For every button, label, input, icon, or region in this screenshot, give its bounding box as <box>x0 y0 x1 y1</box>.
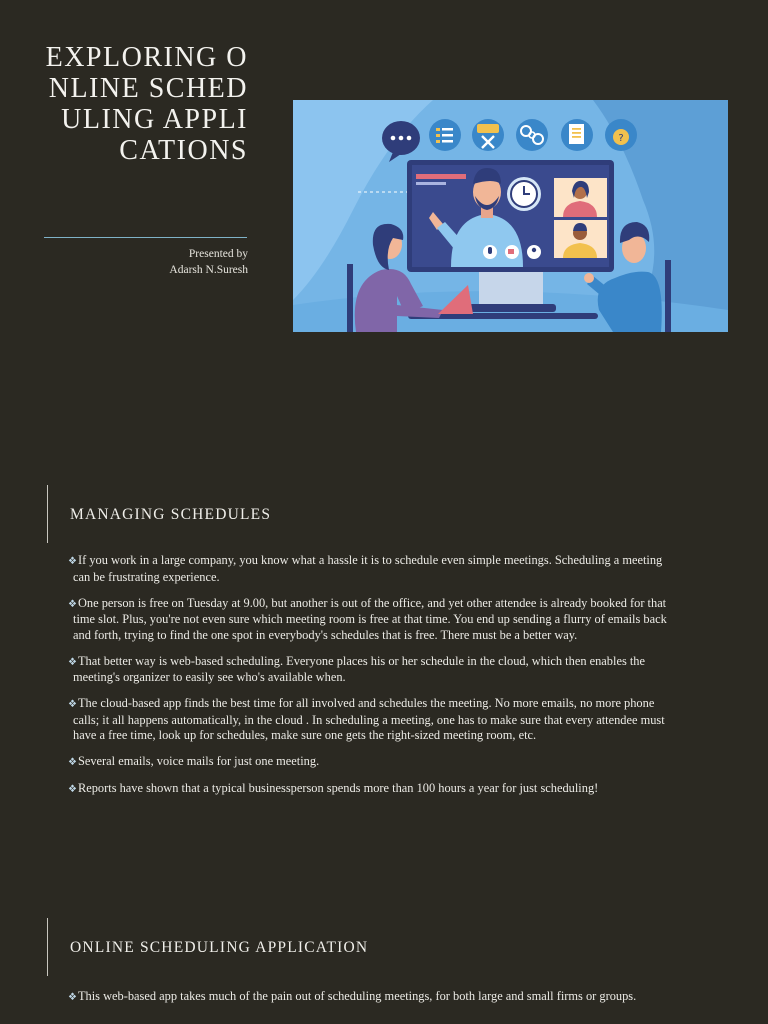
section-accent-bar <box>47 918 48 976</box>
checklist-icon <box>429 119 461 151</box>
clock-icon <box>507 177 541 211</box>
bullet-diamond-icon: ❖ <box>68 656 77 668</box>
bullet-list <box>68 553 673 808</box>
link-chain-icon <box>516 119 548 151</box>
video-meeting-illustration <box>293 100 728 332</box>
call-controls <box>483 245 541 259</box>
bullet-diamond-icon: ❖ <box>68 757 77 768</box>
presentation-title: EXPLORING ONLINE SCHEDULING APPLICATIONS <box>45 42 248 166</box>
bullet-diamond-icon: ❖ <box>68 992 77 1003</box>
section-accent-bar <box>47 485 48 543</box>
title-divider <box>44 237 247 238</box>
bullet-diamond-icon: ❖ <box>68 699 77 710</box>
list-item: ❖One person is free on Tuesday at 9.00, but another is out of the office, and yet other attendee is already booked for that time slot. Plus, you're not even sure which meeting room is free at that time. You end up sending a flurry of emails back and forth, trying to find the one spot in everybody's schedules that is free. There must be a better way. <box>68 595 667 642</box>
help-clock-icon <box>605 119 637 151</box>
list-item: ❖This web-based app takes much of the pain out of scheduling meetings, for both large and small firms or groups. <box>68 989 637 1003</box>
presenter-block <box>120 246 248 278</box>
section-heading: ONLINE SCHEDULING APPLICATION <box>70 939 369 956</box>
document-icon <box>561 119 593 151</box>
managing-schedules-slide <box>0 470 768 890</box>
bullet-list <box>68 989 673 1016</box>
section-heading: MANAGING SCHEDULES <box>70 506 272 523</box>
bullet-diamond-icon: ❖ <box>68 598 77 610</box>
participant-tile-2 <box>554 220 607 258</box>
title-slide <box>0 0 768 470</box>
online-scheduling-slide <box>0 890 768 1024</box>
list-item: ❖If you work in a large company, you know what a hassle it is to schedule even simple meetings. Scheduling a meeting can be frustrating experience. <box>68 553 663 584</box>
list-item: ❖Several emails, voice mails for just one meeting. <box>68 754 320 768</box>
svg-text:?: ? <box>618 133 624 144</box>
participant-tile-1 <box>554 178 607 217</box>
list-item: ❖The cloud-based app finds the best time for all involved and schedules the meeting. No more emails, no more phone calls; it all happens automatically, in the cloud . In scheduling a meeting, one has to make sure that every attendee must have a free time, look up for schedules, make sure one gets the right-sized meeting room, etc. <box>68 696 665 742</box>
presenter-name: Adarsh N.Suresh <box>169 264 248 276</box>
presented-by-label: Presented by <box>188 248 248 260</box>
bullet-diamond-icon: ❖ <box>68 556 77 567</box>
tools-icon <box>472 119 504 151</box>
list-item: ❖Reports have shown that a typical businessperson spends more than 100 hours a year for just scheduling! <box>68 781 599 795</box>
bullet-diamond-icon: ❖ <box>68 784 77 795</box>
list-item: ❖That better way is web-based scheduling. Everyone places his or her schedule in the cloud, which then enables the meeting's organizer to easily see who's available when. <box>68 653 645 684</box>
